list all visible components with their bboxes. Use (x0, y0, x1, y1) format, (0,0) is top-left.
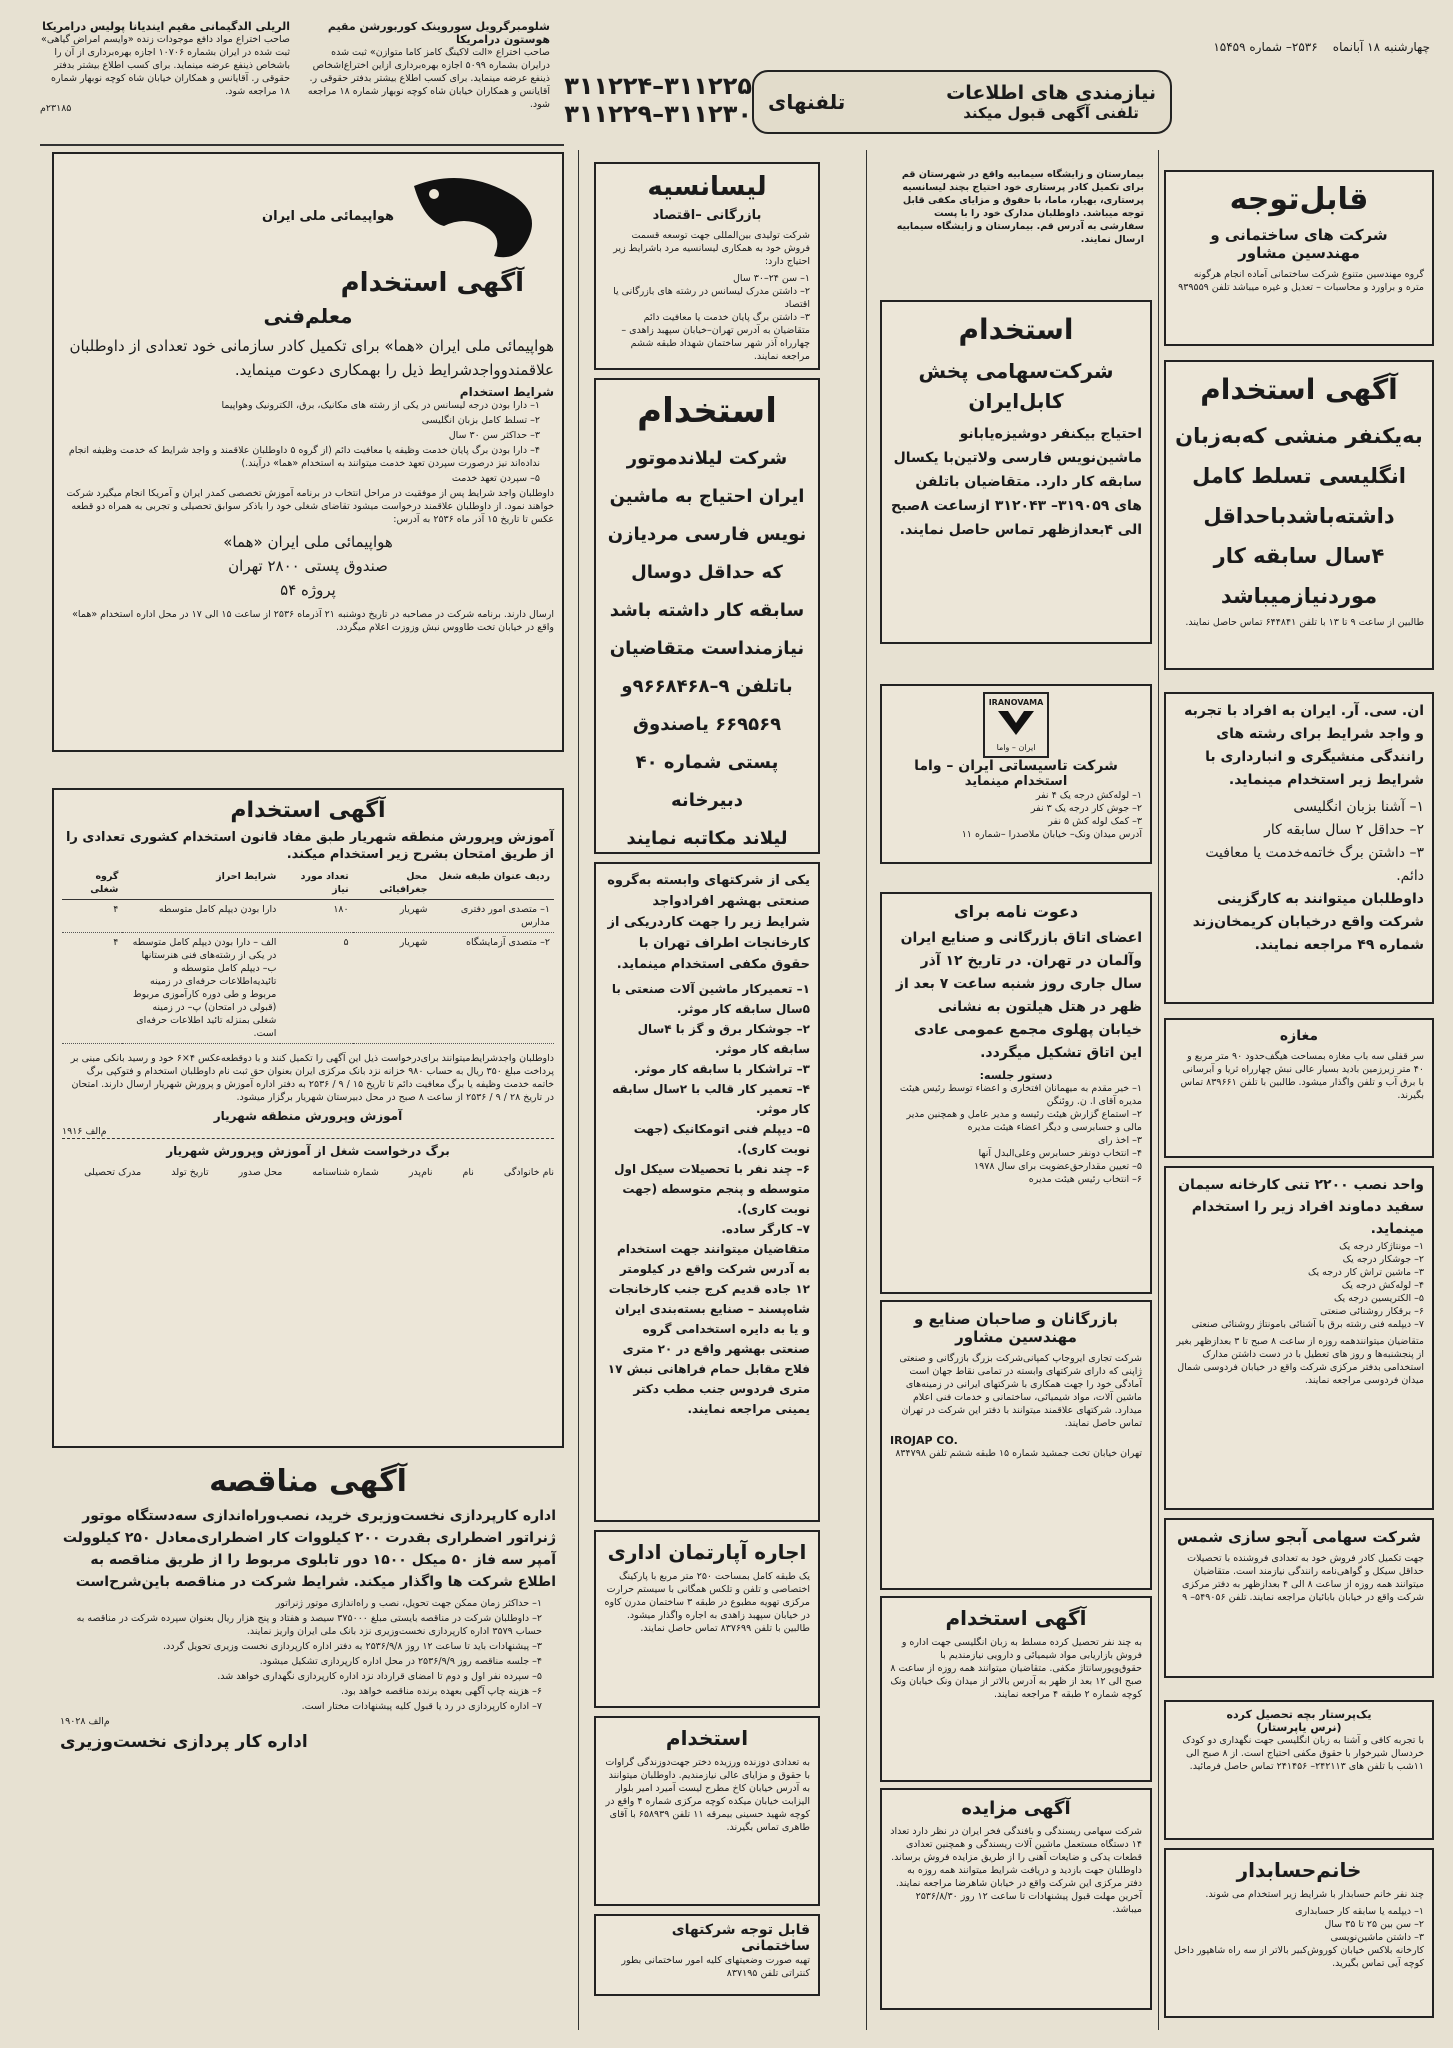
form-field-label: مدرک تحصیلی (84, 1167, 142, 1178)
homa-condition: ۳– حداکثر سن ۳۰ سال (448, 430, 540, 441)
accountant-item: ۳– داشتن ماشین‌نویسی (1330, 1932, 1424, 1943)
vama-logo-sub: ایران – واما (996, 743, 1036, 752)
cement-footer: متقاضیان میتوانندهمه روزه از ساعت ۸ صبح تا ۳ بعدازظهر بغیر از پنجشنبه‌ها و روز های تعطیل با در دست داشتن مدارک استخدامی بدفتر مرکزی شرکت واقع در خیابان فردوسی شمال میدان فردوسی مراجعه نمایند. (1176, 1336, 1424, 1386)
phones-values (750, 70, 950, 134)
vama-logo-text: IRANOVAMA (988, 698, 1044, 707)
tender-item: ۲– داوطلبان شرکت در مناقصه بایستی مبلغ ۳۷۵۰۰۰ سیصد و هفتاد و پنج هزار ریال بعنوان سپرده شرکت در مناقصه به حساب ۳۵۷۹ اداره کارپردازی نخست‌وزیری نزد بانک ملی ایران واریز نمایند. (76, 1613, 542, 1637)
banner-phones-label: تلفنهای (768, 90, 846, 114)
chamber-agenda-item: ۲– استماع گزارش هیئت رئیسه و مدیر عامل و همچنین مدیر مالی و حسابرسی و دیگر اعضاء هیئت مدیره (906, 1109, 1142, 1133)
leyland-ad (594, 378, 820, 854)
cement-item: ۳– ماشین تراش کار درجه یک (1307, 1267, 1424, 1278)
homa-bird-icon (404, 166, 554, 266)
chamber-agenda-item: ۶– انتخاب رئیس هیئت مدیره (1028, 1174, 1142, 1185)
accountant-footer: کارخانه بلاکس خیابان کوروش‌کبیر بالاتر از سه راه شاهپور داخل کوچه آیی تماس بگیرید. (1174, 1945, 1424, 1969)
chamber-body: اعضای اتاق بازرگانی و صنایع ایران وآلمان در تهران. در تاریخ ۱۲ آذر سال جاری روز شنبه ساعت ۷ بعد از ظهر در هتل هیلتون به نشانی خیابان پهلوی مجمع عمومی عادی این اتاق تشکیل میگردد. (895, 930, 1142, 1061)
license-ad (594, 162, 820, 370)
education-intro: آموزش وپرورش منطقه شهریار طبق مفاد قانون استخدام کشوری تعدادی را از طریق امتحان بشرح زیر استخدام میکند. (65, 830, 554, 862)
attention-title: قابل‌توجه (1229, 182, 1369, 217)
education-form-fields (62, 1166, 554, 1179)
ncr-item: ۲– حداقل ۲ سال سابقه کار (1264, 822, 1424, 838)
leyland-line: شرکت لیلاندموتور (626, 448, 788, 469)
homa-logo (62, 166, 554, 266)
merchants-address: تهران خیابان تخت جمشید شماره ۱۵ طبقه ششم تلفن ۸۳۴۷۹۸ (895, 1448, 1142, 1459)
attention-ad (1164, 170, 1434, 346)
table-cell: ۴ (62, 933, 122, 1044)
cement-item: ۷– دیپلمه فنی رشته برق با آشنائی بامونتاژ روشنائی صنعتی (1191, 1319, 1424, 1330)
construction-body: تهیه صورت وضعیتهای کلیه امور ساختمانی بطور کنتراتی تلفن ۸۳۷۱۹۵ (621, 1955, 810, 1979)
license-item: ۳– داشتن برگ پایان خدمت یا معافیت دائم (643, 312, 810, 323)
chamber-agenda-item: ۴– انتخاب دونفر حسابرس وعلی‌البدل آنها (978, 1148, 1142, 1159)
masthead-date: چهارشنبه ۱۸ آبانماه (1332, 40, 1430, 54)
cable-subtitle: شرکت‌سهامی پخش کابل‌ایران (918, 359, 1114, 413)
leyland-line: پستی شماره ۴۰ دبیرخانه (635, 752, 779, 811)
tender-item: ۶– هزینه چاپ آگهی بعهده برنده مناقصه خواهد بود. (340, 1686, 542, 1697)
shams-title: شرکت سهامی آبجو سازی شمس (1176, 1528, 1422, 1546)
table-row (62, 900, 554, 933)
chamber-ad (880, 892, 1152, 1294)
license-footer: متقاضیان به آدرس تهران–خیابان سپهبد زاهدی – چهارراه آذر شهر ساختمان شهداد طبقه ششم مراجعه نمایند. (621, 325, 810, 362)
masthead (990, 36, 1430, 60)
nurse-body: با تجربه کافی و آشنا به زبان انگلیسی جهت نگهداری دو کودک خردسال شیرخوار با حقوق مکفی احتیاج است. از ۸ صبح الی ۱۱شب با تلفن های ۲۴۲۱۱۳– ۲۴۱۴۵۶ تماس حاصل فرمائید. (1182, 1735, 1424, 1772)
tender-title: آگهی مناقصه (209, 1464, 407, 1499)
education-signature: آموزش وپرورش منطقه شهریار (213, 1109, 403, 1123)
homa-footer: ارسال دارند. برنامه شرکت در مصاحبه در تاریخ دوشنبه ۲۱ آذرماه ۲۵۳۶ از ساعت ۱۵ الی ۱۷ در محل اداره استخدام «هما» واقع در خیابان تخت طاووس نبش وزوزت اعلام میگردد. (72, 609, 554, 633)
banner-title: نیازمندی های اطلاعات (946, 82, 1156, 104)
leyland-line: ۶۶۹۵۶۹ یاصندوق (632, 714, 782, 735)
masthead-issue: ۲۵۳۶– شماره ۱۵۴۵۹ (1213, 40, 1318, 54)
ncr-item: ۱– آشنا بزبان انگلیسی (1293, 799, 1424, 815)
phone-line-1: ۳۱۱۲۲۵–۳۱۱۲۲۴ (564, 72, 752, 100)
shams-body: جهت تکمیل کادر فروش خود به تعدادی فروشنده با تحصیلات حداقل سیکل و گواهی‌نامه رانندگی نیازمند است. متقاضیان میتوانند همه روزه از ساعت ۸ الی ۴ بعدازظهر به دفتر مرکزی شرکت واقع در خیابان بابائیان مراجعه نمایند. تلفن ۵۴۹۰۵۶– ۹ (1182, 1553, 1424, 1603)
leyland-line: سابقه کار داشته باشد (609, 600, 805, 621)
auction-body: شرکت سهامی ریسندگی و بافندگی فخر ایران در نظر دارد تعداد ۱۴ دستگاه مستعمل ماشین آلات ریسندگی و همچنین تعدادی قطعات یدکی و ضایعات آهنی را از طریق مزایده فروش برساند. داوطلبان جهت بازدید و دریافت شرایط میتوانند همه روزه به دفتر مرکزی این شرکت واقع در خیابان شاهرضا مراجعه نمایند. آخرین مهلت قبول پیشنهادات تا ساعت ۱۲ روز ۲۵۳۶/۸/۳۰ میباشد. (890, 1826, 1142, 1915)
leyland-title: استخدام (637, 391, 777, 431)
phone-number-lines (557, 72, 752, 134)
secretary-line: انگلیسی تسلط کامل (1192, 464, 1406, 488)
hire-ad-2-title: آگهی استخدام (945, 1606, 1087, 1630)
nurse-title: یک‌پرستار بچه تحصیل کرده (1226, 1708, 1372, 1721)
industry-item: ۷– کارگر ساده. (721, 1222, 810, 1236)
leyland-line: باتلفن ۹–۹۶۶۸۴۶۸و (621, 676, 793, 697)
license-body: شرکت تولیدی بین‌المللی جهت توسعه قسمت فروش خود به همکاری لیسانسیه مرد باشرایط زیر احتیاج دارد: (613, 230, 810, 267)
vama-item: ۱– لوله‌کش درجه یک ۴ نفر (1035, 790, 1142, 801)
table-cell: شهریار (353, 900, 432, 933)
top-notice-1-title: شلومبرگرویل سوروینک کوربورشن مقیم هوستون درامریکا (327, 20, 550, 46)
banner-subtitle: تلفنی آگهی قبول میکند (963, 104, 1139, 122)
table-row (62, 933, 554, 1044)
vama-v-icon (996, 709, 1036, 737)
vama-logo-mark (983, 692, 1050, 758)
form-field-label: شماره شناسنامه (312, 1167, 379, 1178)
homa-conditions-title: شرایط استخدام (459, 385, 554, 399)
industry-item: ۶– چند نفر با تحصیلات سیکل اول متوسطه و پنجم متوسطه (جهت نوبت کاری). (614, 1162, 810, 1216)
ncr-item: ۳– داشتن برگ خاتمه‌خدمت یا معافیت دائم. (1205, 845, 1424, 884)
industry-item: ۳– تراشکار با سابقه کار موثر. (633, 1062, 810, 1076)
cement-title: واحد نصب ۲۲۰۰ تنی کارخانه سیمان سفید دماوند افراد زیر را استخدام مینماید. (1178, 1177, 1424, 1237)
vama-address: آدرس میدان ونک– خیابان ملاصدرا –شماره ۱۱ (961, 829, 1142, 840)
education-col-header: شرایط احراز (122, 867, 280, 900)
top-notice-1-body: صاحب اختراع «الت لاکینگ کامز کاما متوازن» ثبت شده درایران بشماره ۵۰۹۹ اجازه بهره‌برداری ازاین اختراع‌اشخاص ذینفع عرضه مینماید. برای کسب اطلاع بیشتر بدفتر حقوقی ر. آقایانس و همکاران خیابان شاه کوچه نوبهار شماره ۱۸ مراجعه شود. (307, 47, 550, 110)
nurse-subtitle: (نرس یاپرستار) (1256, 1721, 1342, 1734)
tender-signature: اداره کار پردازی نخست‌وزیری (60, 1732, 308, 1752)
homa-address-line: پروژه ۵۴ (280, 581, 336, 599)
form-field-label: محل صدور (238, 1167, 283, 1178)
cement-item: ۴– لوله‌کش درجه یک (1341, 1280, 1424, 1291)
vama-logo (890, 692, 1142, 758)
education-col-header: محل جغرافیائی (353, 867, 432, 900)
industry-item: ۵– دیپلم فنی اتومکانیک (جهت نوبت کاری). (633, 1122, 810, 1156)
education-form-title: برگ درخواست شغل از آموزش وپرورش شهریار (62, 1138, 554, 1160)
homa-title: آگهی استخدام (340, 268, 524, 298)
table-cell: ۱– متصدی امور دفتری مدارس (431, 900, 554, 933)
phone-line-2: ۳۱۱۲۳۰–۳۱۱۲۲۹ (564, 100, 752, 128)
shams-ad (1164, 1518, 1434, 1678)
industry-item: ۴– تعمیر کار قالب با ۲سال سابقه کار موثر. (612, 1082, 810, 1116)
leyland-line: لیلاند مکاتبه نمایند (626, 828, 788, 849)
homa-body: داوطلبان واجد شرایط پس از موفقیت در مراحل انتخاب در برنامه آموزش تخصصی کمدر ایران و آمریکا انجام میگیرد شرکت خواهند نمود. از داوطلبان علاقمند درخواست میشود تقاضای شغلی خود را باذکر سوابق تحصیلی و تجربی به همراه دو قطعه عکس تا تاریخ ۱۵ آذر ماه ۲۵۳۶ به آدرس: (66, 488, 554, 525)
homa-subtitle: معلم‌فنی (263, 304, 353, 328)
shop-ad (1164, 1018, 1434, 1158)
homa-conditions (62, 399, 554, 485)
secretary-line: موردنیازمیباشد (1220, 584, 1378, 608)
secretary-line: ۴سال سابقه کار (1213, 544, 1385, 568)
accountant-item: ۱– دیپلمه یا سابقه کار حسابداری (1295, 1906, 1424, 1917)
education-col-header: ردیف عنوان طبقه شغل (431, 867, 554, 900)
hospital-body: بیمارستان و زایشگاه سیمابیه واقع در شهرستان قم برای تکمیل کادر پرستاری خود احتیاج بچند لیسانسیه پرستاری، بهیار، ماما، با حقوق و مزایای مکفی قابل توجه میباشد. داوطلبان مدارک خود را با پست سفارشی به آدرس قم. بیمارستان و زایشگاه سیمابیه ارسال نمایند. (896, 169, 1144, 245)
education-table-header (62, 867, 554, 900)
tender-items (60, 1597, 556, 1713)
phones-column (752, 70, 753, 71)
tender-item: ۵– سپرده نفر اول و دوم تا امضای قرارداد نزد اداره کارپردازی نگهداری خواهد شد. (217, 1671, 542, 1682)
apartment-ad (594, 1530, 820, 1708)
table-cell: دارا بودن دیپلم کامل متوسطه (122, 900, 280, 933)
license-item: ۲– داشتن مدرک لیسانس در رشته های بازرگانی یا اقتصاد (613, 286, 810, 310)
vama-title: شرکت تاسیساتی ایران – واما (914, 758, 1118, 774)
chamber-agenda-title: دستور جلسه: (979, 1069, 1053, 1082)
leyland-line: ایران احتیاج به ماشین (609, 486, 805, 507)
vama-item: ۲– جوش کار درجه یک ۳ نفر (1030, 803, 1142, 814)
attention-subtitle: شرکت های ساختمانی و مهندسین مشاور (1210, 226, 1388, 262)
leyland-line: نیازمنداست متقاضیان (609, 638, 805, 659)
homa-condition: ۵– سپردن تعهد خدمت (451, 473, 540, 484)
hire-ad-2-body: به چند نفر تحصیل کرده مسلط به زبان انگلیسی جهت اداره و فروش بازاریابی مواد شیمیائی و دارویی نیازمندیم با حقوق‌وپورسانتاژ مکفی. متقاضیان میتوانند همه روزه از ساعت ۸ صبح الی ۱۲ بعد از ظهر به آدرس بالاتر از میدان ونک خیابان ونک کوچه شماره ۲ طبقه ۴ مراجعه نمایند. (890, 1637, 1142, 1700)
industry-ad (594, 862, 820, 1522)
industry-footer: متقاضیان میتوانند جهت استخدام به آدرس شرکت واقع در کیلومتر ۱۲ جاده قدیم کرج جنب کارخانجات شاه‌پسند – صنایع بسته‌بندی ایران و یا به دایره استخدامی گروه صنعتی بهشهر واقع در ۲۰ متری فلاح مقابل حمام فراهانی نبش ۱۷ متری فردوس جنب مطب دکتر یمینی مراجعه نمایند. (607, 1242, 810, 1416)
education-col-header: گروه شغلی (62, 867, 122, 900)
vama-subtitle: استخدام مینماید (964, 774, 1068, 789)
education-ad (52, 788, 564, 1448)
small-hire-ad (594, 1716, 820, 1906)
top-notice-2-body: صاحب اختراع مواد دافع موجودات زنده «وایسم امراض گیاهی» ثبت شده در ایران بشماره ۱۰۷۰۶ اجازه بهره‌برداری از آن را باشخاص ذینفع عرضه مینماید. برای کسب اطلاع بیشتر بدفتر حقوقی ر. آقایانس و همکاران خیابان شاه کوچه نوبهار شماره ۱۸ مراجعه شود. (41, 34, 290, 97)
construction-notice (594, 1914, 820, 1996)
table-cell: ۴ (62, 900, 122, 933)
homa-intro: هواپیمائی ملی ایران «هما» برای تکمیل کادر سازمانی خود تعدادی از داوطلبان علاقمندوواجدشرایط ذیل را بهمکاری دعوت مینماید. (69, 337, 554, 379)
apartment-title: اجاره آپارتمان اداری (607, 1540, 807, 1564)
auction-title: آگهی مزایده (961, 1798, 1071, 1819)
homa-condition: ۱– دارا بودن درجه لیسانس در یکی از رشته های مکانیک، برق، الکترونیک وهوا‌پیما (221, 400, 540, 411)
shop-title: مغازه (1279, 1028, 1319, 1044)
tender-ad (52, 1456, 564, 2036)
cable-body: احتیاج بیکنفر دوشیزه‌یابانو ماشین‌نویس فارسی ولاتین‌با یکسال سابقه کار دارد. متقاضیان باتلفن های ۳۱۹۰۵۹– ۳۱۲۰۴۳ ازساعت ۸صبح الی ۴بعدازظهر تماس حاصل نمایند. (890, 426, 1142, 538)
top-notice-1 (300, 20, 550, 138)
homa-address-line: صندوق پستی ۲۸۰۰ تهران (228, 557, 388, 575)
top-divider (40, 144, 564, 146)
industry-item: ۲– جوشکار برق و گز با ۴سال سابقه کار موثر. (637, 1022, 810, 1056)
hire-ad-2 (880, 1596, 1152, 1782)
cement-ad (1164, 1166, 1434, 1510)
leyland-line: که حداقل دوسال (631, 562, 783, 583)
ncr-ad (1164, 692, 1434, 1004)
cable-ad (880, 300, 1152, 644)
table-cell: ۵ (280, 933, 352, 1044)
license-subtitle: بازرگانی –اقتصاد (652, 208, 762, 223)
cement-item: ۱– مونتاژکار درجه یک (1339, 1241, 1424, 1252)
tender-item: ۷– اداره کارپردازی در رد یا قبول کلیه پیشنهادات مختار است. (301, 1701, 542, 1712)
ncr-body: ان. سی. آر. ایران به افراد با تجربه و واجد شرایط برای رشته های رانندگی منشیگری و انبارداری با شرایط زیر استخدام مینماید. (1184, 703, 1424, 788)
banner-titles (946, 82, 1156, 122)
table-cell: ۲– متصدی آزمایشگاه (431, 933, 554, 1044)
merchants-title: بازرگانان و صاحبان صنایع و مهندسین مشاور (913, 1310, 1119, 1346)
tender-item: ۱– حداکثر زمان ممکن جهت تحویل، نصب و راه‌اندازی موتور ژنراتور (275, 1598, 542, 1609)
form-field-label: تاریخ تولد (171, 1167, 209, 1178)
hospital-ad (880, 162, 1152, 294)
table-cell: الف – دارا بودن دیپلم کامل متوسطه در یکی از رشته‌های فنی هنرستانها ب– دیپلم کامل متوسطه و تائیدیه‌اطلاعات حرفه‌ای در زمینه مربوط و طی دوره کارآموزی مربوط (قبولی در امتحان) پ– در زمینه شغلی بمنزله تائید اطلاعات حرفه‌ای است. (122, 933, 280, 1044)
cement-item: ۶– برقکار روشنائی صنعتی (1320, 1306, 1424, 1317)
tender-item: ۳– پیشنهادات باید تا ساعت ۱۲ روز ۲۵۳۶/۹/۸ به دفتر اداره کارپردازی نخست وزیری تحویل گردد. (162, 1641, 542, 1652)
leyland-line: نویس فارسی مردیازن (607, 524, 807, 545)
homa-logo-text: هواپیمائی ملی ایران (262, 208, 394, 224)
education-col-header: تعداد مورد نیاز (280, 867, 352, 900)
column-divider (578, 150, 579, 2030)
form-field-label: نام‌پدر (408, 1167, 433, 1178)
chamber-agenda-item: ۵– تعیین مقدارحق‌عضویت برای سال ۱۹۷۸ (974, 1161, 1142, 1172)
chamber-title: دعوت نامه برای (953, 902, 1079, 921)
cement-item: ۵– الکتریسین درجه یک (1334, 1293, 1424, 1304)
ncr-footer: داوطلبان میتوانند به کارگزینی شرکت واقع درخیابان کریمخان‌زند شماره ۴۹ مراجعه نمایند. (1192, 891, 1424, 953)
industry-intro: یکی از شرکتهای وابسته به‌گروه صنعتی بهشهر افرادواجد شرایط زیر را جهت کاردریکی از کارخانجات اطراف تهران با حقوق مکفی استخدام مینماید. (607, 873, 810, 972)
education-table (62, 867, 554, 1044)
secretary-line: به‌یکنفر منشی که‌به‌زبان (1175, 424, 1423, 448)
accountant-item: ۲– سن بین ۲۵ تا ۳۵ سال (1324, 1919, 1424, 1930)
secretary-line: داشته‌باشدباحداقل (1203, 504, 1395, 528)
accountant-ad (1164, 1848, 1434, 2018)
top-notice-2-code: ۲۳۱۸۵م (40, 103, 72, 114)
secretary-ad (1164, 360, 1434, 670)
column-divider (866, 150, 867, 2030)
merchants-body: شرکت تجاری ایروجاپ کمپانی‌شرکت بزرگ بازرگانی و صنعتی ژاپنی که دارای شرکتهای وابسته در تمامی نقاط جهان است آمادگی خود را جهت همکاری با شرکتهای ایرانی در زمینه‌های ماشین آلات، مواد شیمیائی، ساختمانی و خدمات فنی اعلام میدارد. شرکتهای علاقمند میتوانند با دفتر این شرکت در تهران تماس حاصل نمایند. (899, 1353, 1142, 1429)
construction-title: قابل توجه شرکتهای ساختمانی (671, 1922, 810, 1954)
chamber-agenda-item: ۳– اخذ رای (1097, 1135, 1142, 1146)
accountant-body: چند نفر خانم حسابدار با شرایط زیر استخدام می شوند. (1205, 1889, 1424, 1900)
accountant-title: خانم‌حسابدار (1236, 1858, 1362, 1882)
homa-address-line: هواپیمائی ملی ایران «هما» (223, 533, 393, 551)
form-field-label: نام خانوادگی (503, 1167, 554, 1178)
cement-item: ۲– جوشکار درجه یک (1342, 1254, 1424, 1265)
nurse-ad (1164, 1700, 1434, 1840)
tender-item: ۴– جلسه مناقصه روز ۲۵۳۶/۹/۹ در محل اداره کارپردازی تشکیل میشود. (259, 1656, 542, 1667)
industry-item: ۱– تعمیرکار ماشین آلات صنعتی با ۵سال سابقه کار موثر. (611, 982, 810, 1016)
cable-title: استخدام (958, 313, 1074, 346)
secretary-footer: طالبین از ساعت ۹ تا ۱۳ با تلفن ۶۴۴۸۴۱ تماس حاصل نمایند. (1185, 617, 1424, 628)
small-hire-title: استخدام (665, 1726, 749, 1750)
auction-ad (880, 1788, 1152, 2010)
table-cell: ۱۸۰ (280, 900, 352, 933)
education-body: داوطلبان واجدشرایط‌میتوانند برای‌درخواست ذیل این آگهی را تکمیل کنند و با دوقطعه‌عکس ۴×۶ خود و رسید بانکی مبنی بر پرداخت مبلغ ۳۵۰ ریال به حساب ۹۸۰ خزانه نزد بانک مرکزی ایران بعنوان حق ثبت نام داوطلبان استخدام و فتوکپی برگ خاتمه خدمت وظیفه یا برگ معافیت دائم تا تاریخ ۱۵ / ۹ / ۲۵۳۶ به دفتر اداره آموزش و پرورش شهریار ارسال دارند. امتحان در تاریخ ۲۸ / ۹ / ۲۵۳۶ از ساعت ۸ صبح در محل دبیرستان شهریار برگزار میشود. (70, 1053, 554, 1103)
form-field-label: نام (462, 1167, 474, 1178)
education-code: م‌الف ۱۹۱۶ (62, 1126, 107, 1137)
homa-condition: ۲– تسلط کامل بزبان انگلیسی (421, 415, 540, 426)
phone-lines (752, 74, 753, 75)
tender-intro: اداره کارپردازی نخست‌وزیری خرید، نصب‌وراه‌اندازی سه‌دستگاه موتور ژنراتور اضطراری بقدرت ۲۰۰ کیلووات کار اضطراری‌معادل ۲۵۰ کیلوولت آمپر سه فاز ۵۰ میکل ۱۵۰۰ دور تابلوی مربوط را از طریق مناقصه به اطلاع شرکت ها واگذار میکند. شرایط شرکت در مناقصه باین‌شرح‌است (62, 1508, 556, 1590)
secretary-title: آگهی استخدام (1200, 373, 1398, 406)
top-notice-2-title: الریلی الدگیمانی مقیم ایندیانا پولیس درامریکا (42, 20, 290, 33)
homa-condition: ۴– دارا بودن برگ پایان خدمت وظیفه یا معافیت دائم (از گروه ۵ داوطلبان علاقمند و واجد شرایط که خدمت وظیفه انجام نداده‌اند نیز درصورت سپردن تعهد خدمت میتوانند به استخدام «هما» درآیند.) (68, 445, 540, 469)
small-hire-body: به تعدادی دوزنده ورزیده دختر جهت‌دوزندگی گراوات با حقوق و مزایای عالی نیازمندیم. داوطلبان میتوانند به آدرس خیابان کاخ مطرح لیست آمیرد امیر بلوار الیزابت خیابان میکده کوچه مرکزی شماره ۴ واقع در کوچه شهید حسینی بیمرقه ۱۱ تلفن ۶۵۸۹۳۹ با آقای طاهری تماس بگیرند. (605, 1757, 810, 1833)
merchants-company: IROJAP CO. (890, 1434, 958, 1447)
chamber-agenda-item: ۱– خیر مقدم به میهمانان افتخاری و اعضاء توسط رئیس هیئت مدیره آقای ا. ن. روئنگن (899, 1083, 1142, 1107)
license-item: ۱– سن ۲۴–۳۰ سال (732, 273, 810, 284)
top-notice-2 (40, 20, 290, 138)
tender-code: م‌الف ۱۹۰۲۸ (60, 1716, 110, 1727)
apartment-body: یک طبقه کامل بمساحت ۲۵۰ متر مربع با پارکینگ اختصاصی و تلفن و تلکس همگانی با سیستم حرارت مرکزی تهویه مطبوع در طبقه ۳ ساختمان مدرن کاوه در خیابان سپهبد زاهدی به اجاره واگذار میشود. طالبین با تلفن ۸۳۷۶۹۹ تماس حاصل نمایند. (604, 1571, 810, 1634)
shop-body: سر قفلی سه باب مغازه بمساحت هیگف‌حدود ۹۰ متر مربع و ۴۰ متر زیرزمین بادید بسیار عالی نبش چهارراه ثریا و آبرسانی با برق آب و تلفن واگذار میشود. طالبین با تلفن ۸۳۹۶۶۱ تماس بگیرند. (1180, 1051, 1424, 1101)
attention-body: گروه مهندسین متنوع شرکت ساختمانی آماده انجام هرگونه متره و براورد و محاسبات – تعدیل و غیره میباشد تلفن ۹۳۹۵۵۹ (1178, 269, 1424, 293)
homa-ad (52, 152, 564, 752)
education-title: آگهی استخدام (230, 798, 386, 823)
vama-item: ۳– کمک لوله کش ۵ نفر (1048, 816, 1142, 827)
license-title: لیسانسیه (647, 172, 767, 202)
vama-ad (880, 684, 1152, 864)
column-divider (1158, 150, 1159, 2030)
table-cell: شهریار (353, 933, 432, 1044)
homa-address (62, 530, 554, 602)
merchants-ad (880, 1300, 1152, 1590)
